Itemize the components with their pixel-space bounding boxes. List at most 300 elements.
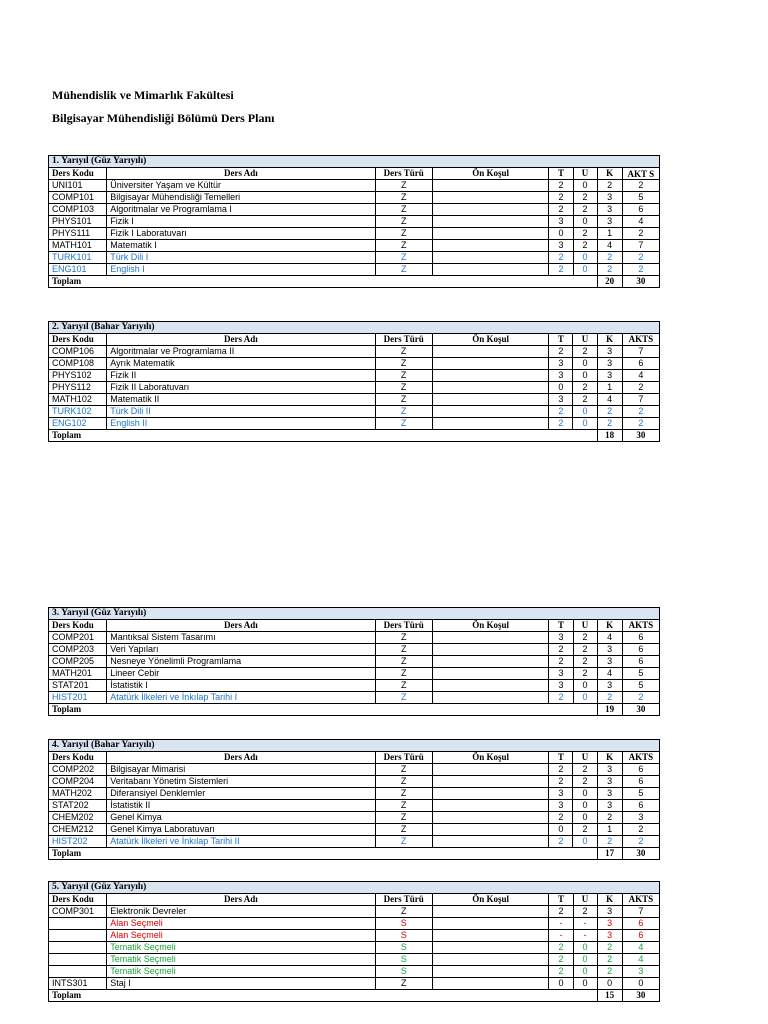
header-akts: AKTS: [622, 894, 659, 906]
course-k: 3: [597, 192, 622, 204]
course-name: Matematik I: [107, 240, 375, 252]
course-t: 2: [549, 418, 573, 430]
course-u: 0: [573, 680, 597, 692]
total-label: Toplam: [49, 430, 598, 442]
header-t: T: [549, 334, 573, 346]
course-t: 2: [549, 264, 573, 276]
course-u: 0: [573, 836, 597, 848]
course-row: [49, 656, 660, 668]
header-code: Ders Kodu: [49, 168, 107, 180]
course-prereq: [432, 240, 549, 252]
semester-title-row: [49, 608, 660, 620]
course-code: [49, 966, 107, 978]
course-t: 3: [549, 800, 573, 812]
course-name: Atatürk İlkeleri ve İnkılap Tarihi II: [107, 836, 375, 848]
course-u: 0: [573, 418, 597, 430]
course-k: 3: [597, 906, 622, 918]
course-prereq: [432, 370, 549, 382]
course-name: Genel Kimya: [107, 812, 375, 824]
course-u: 2: [573, 346, 597, 358]
course-u: -: [573, 930, 597, 942]
course-code: MATH202: [49, 788, 107, 800]
course-name: Mantıksal Sistem Tasarımı: [107, 632, 375, 644]
course-row: [49, 918, 660, 930]
course-name: Üniversiter Yaşam ve Kültür: [107, 180, 375, 192]
course-u: 2: [573, 632, 597, 644]
course-code: COMP103: [49, 204, 107, 216]
course-prereq: [432, 680, 549, 692]
course-k: 3: [597, 370, 622, 382]
course-code: CHEM212: [49, 824, 107, 836]
course-code: PHYS111: [49, 228, 107, 240]
total-akts: 30: [622, 704, 659, 716]
course-row: [49, 216, 660, 228]
course-name: Fizik I: [107, 216, 375, 228]
course-prereq: [432, 252, 549, 264]
course-u: 0: [573, 264, 597, 276]
course-prereq: [432, 930, 549, 942]
course-name: Tematik Seçmeli: [107, 942, 375, 954]
course-type: Z: [375, 632, 432, 644]
course-code: COMP108: [49, 358, 107, 370]
course-name: English I: [107, 264, 375, 276]
header-prereq: Ön Koşul: [432, 752, 549, 764]
course-row: [49, 668, 660, 680]
total-k: 19: [597, 704, 622, 716]
course-code: [49, 942, 107, 954]
course-u: 2: [573, 382, 597, 394]
course-type: Z: [375, 812, 432, 824]
header-u: U: [573, 620, 597, 632]
faculty-title: Mühendislik ve Mimarlık Fakültesi: [52, 88, 234, 102]
header-u: U: [573, 894, 597, 906]
course-t: 2: [549, 692, 573, 704]
course-t: 3: [549, 358, 573, 370]
column-header-row: [49, 894, 660, 906]
course-name: Alan Seçmeli: [107, 918, 375, 930]
course-row: [49, 906, 660, 918]
course-akts: 6: [622, 644, 659, 656]
course-t: 3: [549, 680, 573, 692]
course-code: [49, 930, 107, 942]
course-code: INTS301: [49, 978, 107, 990]
total-k: 20: [597, 276, 622, 288]
total-k: 15: [597, 990, 622, 1002]
course-akts: 2: [622, 180, 659, 192]
total-label: Toplam: [49, 990, 598, 1002]
course-k: 3: [597, 358, 622, 370]
course-code: COMP205: [49, 656, 107, 668]
course-akts: 4: [622, 216, 659, 228]
course-u: 2: [573, 192, 597, 204]
course-k: 2: [597, 942, 622, 954]
course-row: [49, 680, 660, 692]
course-akts: 6: [622, 632, 659, 644]
course-u: 0: [573, 954, 597, 966]
course-code: CHEM202: [49, 812, 107, 824]
course-row: [49, 394, 660, 406]
course-name: Nesneye Yönelimli Programlama: [107, 656, 375, 668]
course-row: [49, 978, 660, 990]
course-name: Tematik Seçmeli: [107, 966, 375, 978]
semester-title: 2. Yarıyıl (Bahar Yarıyılı): [49, 322, 660, 334]
course-prereq: [432, 776, 549, 788]
course-name: Türk Dili I: [107, 252, 375, 264]
course-akts: 6: [622, 800, 659, 812]
course-type: Z: [375, 836, 432, 848]
page-title: Bilgisayar Mühendisliği Bölümü Ders Planı: [52, 111, 275, 125]
course-row: [49, 800, 660, 812]
course-akts: 2: [622, 824, 659, 836]
course-row: [49, 776, 660, 788]
total-akts: 30: [622, 848, 659, 860]
total-akts: 30: [622, 990, 659, 1002]
course-t: 3: [549, 632, 573, 644]
course-type: Z: [375, 346, 432, 358]
header-type: Ders Türü: [375, 334, 432, 346]
semester-table-3: [48, 607, 660, 716]
course-akts: 6: [622, 776, 659, 788]
course-u: -: [573, 918, 597, 930]
course-row: [49, 252, 660, 264]
course-name: İstatistik I: [107, 680, 375, 692]
course-t: 2: [549, 204, 573, 216]
course-row: [49, 358, 660, 370]
course-u: 2: [573, 764, 597, 776]
course-k: 2: [597, 252, 622, 264]
course-u: 0: [573, 978, 597, 990]
course-row: [49, 264, 660, 276]
course-row: [49, 824, 660, 836]
course-u: 2: [573, 906, 597, 918]
column-header-row: [49, 620, 660, 632]
course-k: 3: [597, 788, 622, 800]
course-akts: 6: [622, 656, 659, 668]
course-code: COMP301: [49, 906, 107, 918]
header-k: K: [597, 894, 622, 906]
header-u: U: [573, 168, 597, 180]
course-t: 2: [549, 836, 573, 848]
course-name: Fizik I Laboratuvarı: [107, 228, 375, 240]
course-u: 2: [573, 204, 597, 216]
course-name: Veritabanı Yönetim Sistemleri: [107, 776, 375, 788]
course-akts: 2: [622, 406, 659, 418]
course-type: S: [375, 942, 432, 954]
course-k: 1: [597, 824, 622, 836]
course-type: Z: [375, 394, 432, 406]
course-k: 3: [597, 800, 622, 812]
course-akts: 5: [622, 668, 659, 680]
course-akts: 7: [622, 346, 659, 358]
course-prereq: [432, 692, 549, 704]
course-prereq: [432, 644, 549, 656]
header-prereq: Ön Koşul: [432, 894, 549, 906]
course-u: 0: [573, 966, 597, 978]
course-t: 3: [549, 370, 573, 382]
course-t: 2: [549, 942, 573, 954]
course-prereq: [432, 382, 549, 394]
total-label: Toplam: [49, 848, 598, 860]
course-k: 1: [597, 382, 622, 394]
course-code: TURK102: [49, 406, 107, 418]
course-k: 2: [597, 954, 622, 966]
course-type: Z: [375, 370, 432, 382]
course-t: 2: [549, 252, 573, 264]
course-row: [49, 180, 660, 192]
course-u: 0: [573, 358, 597, 370]
course-k: 0: [597, 978, 622, 990]
total-row: [49, 990, 660, 1002]
course-type: S: [375, 966, 432, 978]
course-akts: 6: [622, 764, 659, 776]
header-code: Ders Kodu: [49, 894, 107, 906]
course-name: Diferansiyel Denklemler: [107, 788, 375, 800]
course-name: Bilgisayar Mühendisliği Temelleri: [107, 192, 375, 204]
course-u: 2: [573, 228, 597, 240]
course-k: 3: [597, 764, 622, 776]
header-code: Ders Kodu: [49, 334, 107, 346]
total-row: [49, 704, 660, 716]
course-k: 2: [597, 264, 622, 276]
course-type: Z: [375, 824, 432, 836]
semester-title: 3. Yarıyıl (Güz Yarıyılı): [49, 608, 660, 620]
course-u: 0: [573, 812, 597, 824]
course-t: 3: [549, 240, 573, 252]
course-row: [49, 644, 660, 656]
course-t: 2: [549, 812, 573, 824]
course-type: Z: [375, 204, 432, 216]
course-type: Z: [375, 216, 432, 228]
semester-table-1: [48, 155, 660, 288]
course-name: Algoritmalar ve Programlama I: [107, 204, 375, 216]
course-prereq: [432, 824, 549, 836]
course-code: MATH101: [49, 240, 107, 252]
course-akts: 6: [622, 930, 659, 942]
course-u: 2: [573, 240, 597, 252]
course-type: Z: [375, 644, 432, 656]
course-u: 2: [573, 668, 597, 680]
semester-title: 4. Yarıyıl (Bahar Yarıyılı): [49, 740, 660, 752]
course-u: 2: [573, 656, 597, 668]
course-prereq: [432, 978, 549, 990]
course-u: 0: [573, 788, 597, 800]
course-name: Fizik II: [107, 370, 375, 382]
course-code: STAT201: [49, 680, 107, 692]
column-header-row: [49, 334, 660, 346]
semester-title-row: [49, 882, 660, 894]
course-t: -: [549, 918, 573, 930]
course-k: 2: [597, 966, 622, 978]
course-akts: 2: [622, 382, 659, 394]
total-akts: 30: [622, 276, 659, 288]
course-u: 2: [573, 776, 597, 788]
course-k: 3: [597, 918, 622, 930]
course-akts: 5: [622, 680, 659, 692]
course-name: Elektronik Devreler: [107, 906, 375, 918]
course-k: 1: [597, 228, 622, 240]
semester-title-row: [49, 156, 660, 168]
header-code: Ders Kodu: [49, 620, 107, 632]
semester-title: 1. Yarıyıl (Güz Yarıyılı): [49, 156, 660, 168]
total-label: Toplam: [49, 276, 598, 288]
course-code: PHYS102: [49, 370, 107, 382]
total-row: [49, 848, 660, 860]
course-type: Z: [375, 228, 432, 240]
course-type: Z: [375, 668, 432, 680]
course-u: 0: [573, 942, 597, 954]
course-t: 0: [549, 382, 573, 394]
course-t: 2: [549, 192, 573, 204]
course-k: 2: [597, 418, 622, 430]
course-code: MATH102: [49, 394, 107, 406]
course-akts: 3: [622, 812, 659, 824]
course-row: [49, 836, 660, 848]
semester-title: 5. Yarıyıl (Güz Yarıyılı): [49, 882, 660, 894]
course-akts: 4: [622, 954, 659, 966]
course-type: Z: [375, 788, 432, 800]
column-header-row: [49, 752, 660, 764]
course-u: 0: [573, 180, 597, 192]
semester-title-row: [49, 740, 660, 752]
course-type: S: [375, 918, 432, 930]
column-header-row: [49, 168, 660, 180]
header-u: U: [573, 334, 597, 346]
course-type: Z: [375, 764, 432, 776]
course-row: [49, 418, 660, 430]
course-akts: 7: [622, 394, 659, 406]
semester-table-5: [48, 881, 660, 1002]
course-u: 2: [573, 394, 597, 406]
course-prereq: [432, 264, 549, 276]
course-name: Matematik II: [107, 394, 375, 406]
course-code: STAT202: [49, 800, 107, 812]
header-name: Ders Adı: [107, 894, 375, 906]
header-t: T: [549, 752, 573, 764]
total-k: 17: [597, 848, 622, 860]
header-code: Ders Kodu: [49, 752, 107, 764]
course-k: 2: [597, 812, 622, 824]
course-akts: 4: [622, 370, 659, 382]
header-name: Ders Adı: [107, 752, 375, 764]
course-prereq: [432, 406, 549, 418]
course-t: 2: [549, 180, 573, 192]
header-name: Ders Adı: [107, 334, 375, 346]
course-akts: 7: [622, 240, 659, 252]
header-type: Ders Türü: [375, 894, 432, 906]
course-name: Tematik Seçmeli: [107, 954, 375, 966]
course-k: 3: [597, 776, 622, 788]
total-akts: 30: [622, 430, 659, 442]
course-code: COMP204: [49, 776, 107, 788]
course-prereq: [432, 788, 549, 800]
header-k: K: [597, 334, 622, 346]
course-type: Z: [375, 264, 432, 276]
course-akts: 2: [622, 692, 659, 704]
course-k: 3: [597, 644, 622, 656]
course-type: Z: [375, 252, 432, 264]
header-t: T: [549, 894, 573, 906]
course-akts: 2: [622, 418, 659, 430]
course-code: COMP201: [49, 632, 107, 644]
course-type: Z: [375, 776, 432, 788]
header-akts: AKTS: [622, 752, 659, 764]
course-prereq: [432, 180, 549, 192]
course-type: Z: [375, 418, 432, 430]
header-akts: AKT S: [622, 168, 659, 180]
course-name: Veri Yapıları: [107, 644, 375, 656]
course-name: Ayrık Matematik: [107, 358, 375, 370]
course-t: 3: [549, 216, 573, 228]
course-t: 3: [549, 788, 573, 800]
course-row: [49, 954, 660, 966]
course-code: [49, 918, 107, 930]
course-prereq: [432, 906, 549, 918]
course-prereq: [432, 656, 549, 668]
course-akts: 4: [622, 942, 659, 954]
course-t: 0: [549, 824, 573, 836]
course-prereq: [432, 228, 549, 240]
course-t: 3: [549, 394, 573, 406]
course-akts: 6: [622, 358, 659, 370]
course-prereq: [432, 204, 549, 216]
course-type: Z: [375, 192, 432, 204]
course-u: 0: [573, 370, 597, 382]
header-name: Ders Adı: [107, 168, 375, 180]
course-prereq: [432, 966, 549, 978]
course-k: 2: [597, 836, 622, 848]
course-type: Z: [375, 656, 432, 668]
course-u: 0: [573, 692, 597, 704]
course-code: PHYS101: [49, 216, 107, 228]
course-k: 2: [597, 692, 622, 704]
course-u: 0: [573, 216, 597, 228]
course-k: 2: [597, 406, 622, 418]
course-prereq: [432, 800, 549, 812]
course-k: 3: [597, 346, 622, 358]
course-akts: 2: [622, 228, 659, 240]
course-row: [49, 204, 660, 216]
course-row: [49, 764, 660, 776]
course-code: ENG102: [49, 418, 107, 430]
header-type: Ders Türü: [375, 168, 432, 180]
course-prereq: [432, 764, 549, 776]
total-row: [49, 430, 660, 442]
course-prereq: [432, 632, 549, 644]
course-code: ENG101: [49, 264, 107, 276]
course-akts: 5: [622, 192, 659, 204]
course-t: 0: [549, 228, 573, 240]
course-k: 4: [597, 668, 622, 680]
course-t: 0: [549, 978, 573, 990]
course-prereq: [432, 394, 549, 406]
header-k: K: [597, 752, 622, 764]
course-k: 2: [597, 180, 622, 192]
course-akts: 6: [622, 204, 659, 216]
course-t: 3: [549, 668, 573, 680]
semester-table-2: [48, 321, 660, 442]
course-name: English II: [107, 418, 375, 430]
course-row: [49, 240, 660, 252]
course-akts: 2: [622, 836, 659, 848]
course-row: [49, 942, 660, 954]
course-prereq: [432, 668, 549, 680]
course-code: COMP202: [49, 764, 107, 776]
course-name: Fizik II Laboratuvarı: [107, 382, 375, 394]
course-row: [49, 228, 660, 240]
course-row: [49, 370, 660, 382]
course-prereq: [432, 418, 549, 430]
course-row: [49, 930, 660, 942]
